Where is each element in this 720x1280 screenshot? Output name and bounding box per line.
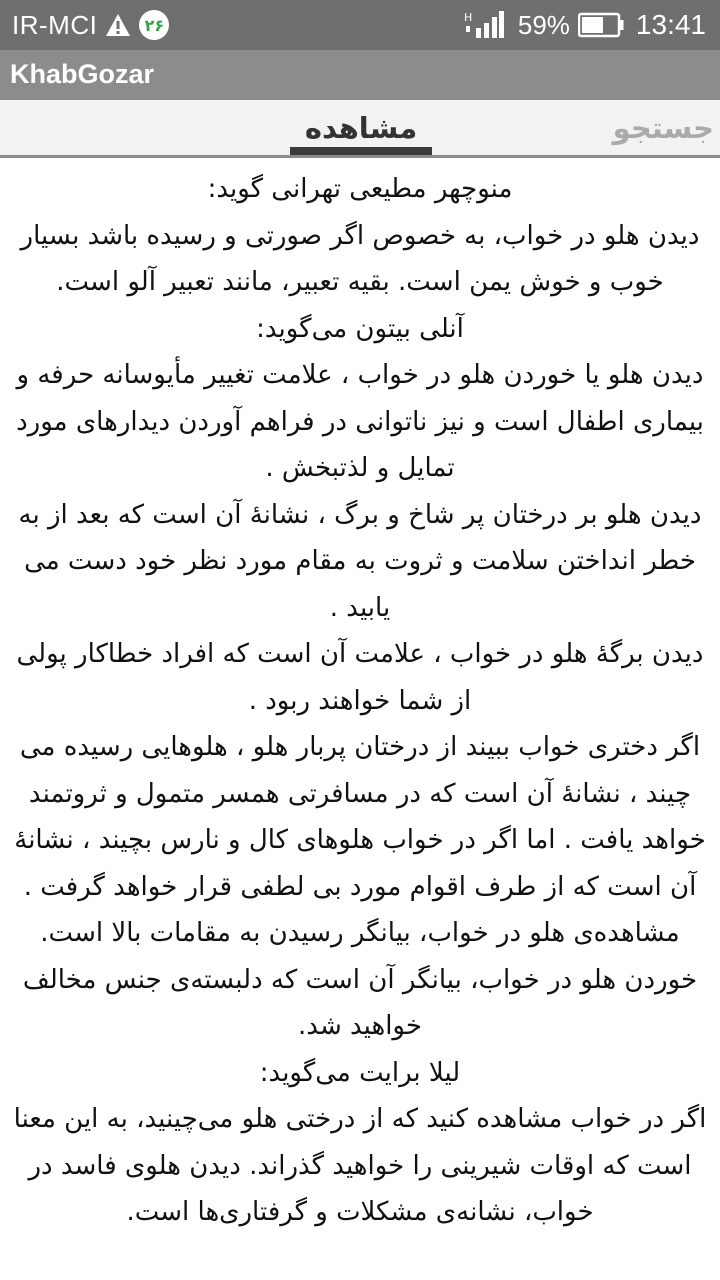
article-paragraph: اگر دختری خواب ببیند از درختان پربار هلو ، هلوهایی رسیده می چیند ، نشانهٔ آن است که در مسافرتی همسر متمول و ثروتمند خواهد یافت . اما اگر در خواب هلوهای کال و نارس بچیند ، نشانهٔ آن است که از طرف اقوام مورد بی لطفی قرار خواهد گرفت . [14,732,706,902]
signal-icon [464,10,504,40]
article-paragraph: منوچهر مطیعی تهرانی گوید: [207,174,513,204]
tab-search[interactable]: جستجو [612,110,714,145]
article-paragraph: اگر در خواب مشاهده کنید که از درختی هلو می‌چینید، به این معنا است که اوقات شیرینی را خواهید گذراند. دیدن هلوی فاسد در خواب، نشانه‌ی مشکلات و گرفتاری‌ها است. [13,1104,707,1227]
status-right [464,10,706,40]
signal-type-label: H [463,11,473,24]
warning-icon [105,13,131,37]
article-paragraph: دیدن هلو یا خوردن هلو در خواب ، علامت تغییر مأیوسانه حرفه و بیماری اطفال است و نیز ناتوانی در فراهم آوردن دیدارهای مورد تمایل و لذتبخش . [16,360,704,483]
article-paragraph: مشاهده‌ی هلو در خواب، بیانگر رسیدن به مقامات بالا است. [40,918,680,948]
article-paragraph: خوردن هلو در خواب، بیانگر آن است که دلبسته‌ی جنس مخالف خواهید شد. [22,964,698,1041]
app-title: KhabGozar [10,59,155,89]
battery-icon [578,12,624,38]
tab-view[interactable]: مشاهده [304,110,418,145]
article-paragraph: دیدن برگهٔ هلو در خواب ، علامت آن است که افراد خطاکار پولی از شما خواهند ربود . [16,639,704,716]
article-content[interactable] [10,166,710,1276]
clock: 13:41 [635,9,706,40]
article-paragraph: دیدن هلو در خواب، به خصوص اگر صورتی و رسیده باشد بسیار خوب و خوش یمن است. بقیه تعبیر، مانند تعبیر آلو است. [20,220,700,297]
article-paragraph: آنلی بیتون می‌گوید: [256,313,464,344]
battery-percent: 59% [517,9,570,40]
carrier-name: IR-MCI [12,9,98,40]
status-bar [0,0,720,50]
article-paragraph: لیلا برایت می‌گوید: [259,1057,461,1088]
article-paragraph: دیدن هلو بر درختان پر شاخ و برگ ، نشانهٔ آن است که بعد از به خطر انداختن سلامت و ثروت به مقام مورد نظر خود دست می یابید . [18,499,702,623]
status-left [12,10,169,40]
notification-badge: ۲۶ [139,10,169,40]
active-tab-indicator [290,147,432,155]
action-bar [0,50,720,100]
